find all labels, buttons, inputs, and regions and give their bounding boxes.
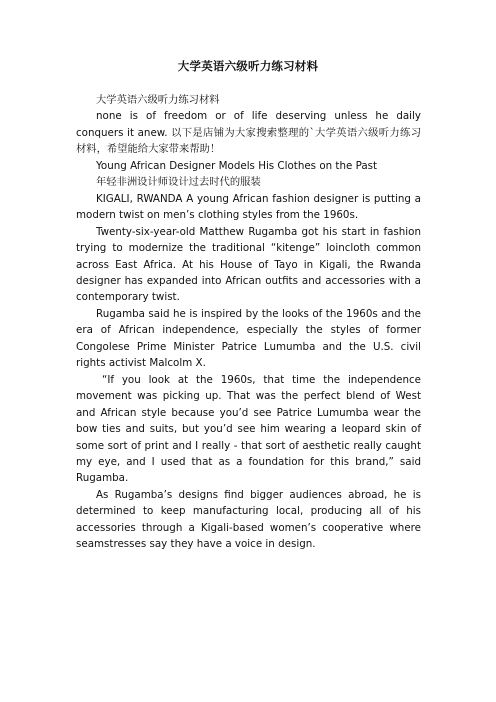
paragraph-body-1: Twenty-six-year-old Matthew Rugamba got his start in fashion trying to modernize the traditional “kitenge” loincloth common across East Africa. At his House of Tayo in Kigali, the Rwanda designer has expanded into African outfits and accessories with a contemporary twist. (76, 225, 421, 304)
paragraph-body-2: Rugamba said he is inspired by the looks of the 1960s and the era of African independence, especially the styles of former Congolese Prime Minister Patrice Lumumba and the U.S. civil rights activist Malcolm X. (76, 307, 421, 370)
paragraph-article-title-chinese: 年轻非洲设计师设计过去时代的服装 (96, 176, 261, 189)
paragraph-body-3: As Rugamba’s designs find bigger audiences abroad, he is determined to keep manufacturing local, producing all of his accessories through a Kigali-based women’s cooperative where seamstresses say they have a voice in design. (76, 488, 421, 551)
document-title: 大学英语六级听力练习材料 (177, 59, 319, 73)
paragraph-article-title: Young African Designer Models His Clothes on the Past (96, 159, 378, 172)
paragraph-quote: “If you look at the 1960s, that time the independence movement was picking up. That was the perfect blend of West and African style because you’d see Patrice Lumumba wear the bow ties and suits, but you’d see him wearing a leopard skin of some sort of print and I really - that sort of aesthetic really caught my eye, and I used that as a foundation for this brand,” said Rugamba. (76, 373, 421, 485)
document-body (76, 92, 421, 553)
paragraph-intro: none is of freedom or of life deserving unless he daily conquers it anew. 以下是店铺为大家搜索整理的`大学英语六级听力练习材料，希望能给大家带来帮助！ (76, 110, 421, 156)
paragraph-subtitle: 大学英语六级听力练习材料 (96, 94, 220, 106)
paragraph-dateline: KIGALI, RWANDA A young African fashion designer is putting a modern twist on men’s clothing styles from the 1960s. (76, 192, 421, 222)
